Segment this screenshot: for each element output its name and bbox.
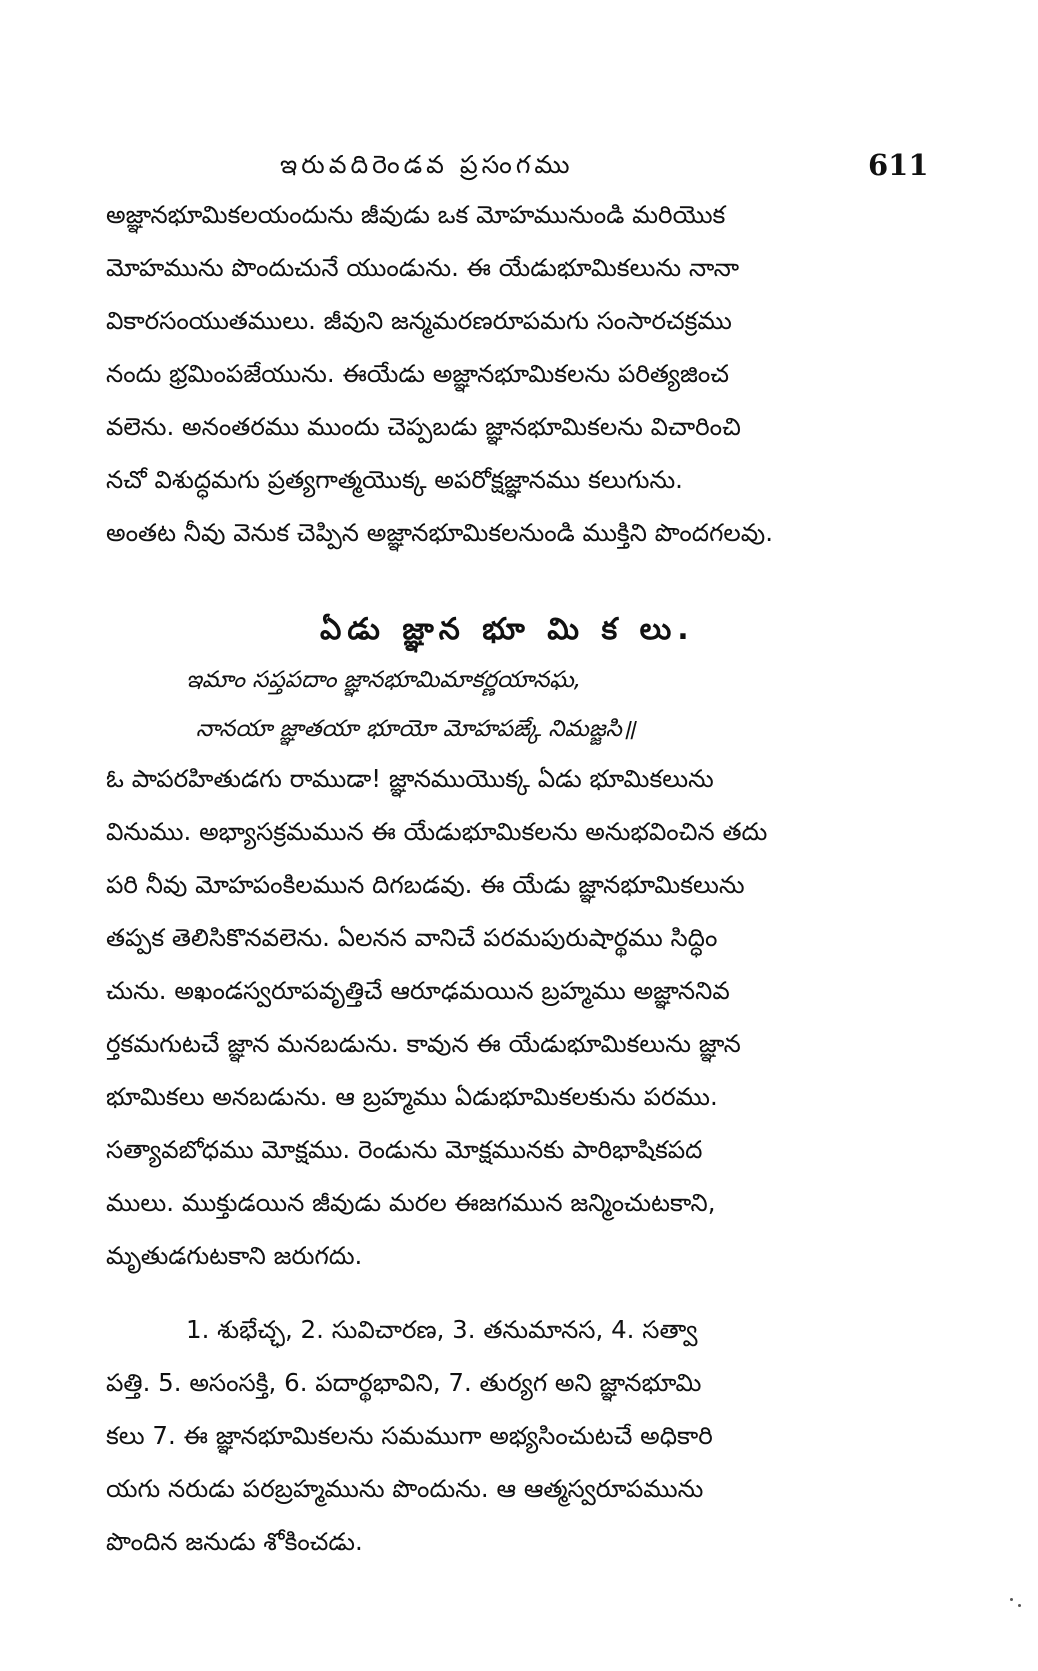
page-number: 611	[868, 148, 929, 182]
text-line: వలెను. అనంతరము ముందు చెప్పబడు జ్ఞానభూమికలను విచారించి	[106, 412, 741, 441]
text-line: నచో విశుద్ధమగు ప్రత్యగాత్మయొక్క అపరోక్షజ్ఞానము కలుగును.	[106, 465, 683, 494]
text-line: 1. శుభేచ్ఛ, 2. సువిచారణ, 3. తనుమానస, 4. సత్వా	[186, 1315, 698, 1344]
text-line: సత్యావబోధము మోక్షము. రెండును మోక్షమునకు పారిభాషికపద	[106, 1135, 703, 1164]
text-line: పత్తి. 5. అసంసక్తి, 6. పదార్థభావిని, 7. తుర్యగ అని జ్ఞానభూమి	[106, 1368, 702, 1397]
running-title: ఇరువదిరెండవ ప్రసంగము	[280, 150, 574, 179]
text-line: భూమికలు అనబడును. ఆ బ్రహ్మము ఏడుభూమికలకును పరము.	[106, 1082, 718, 1111]
verse-line: నానయా జ్ఞాతయా భూయో మోహపఙ్కే నిమజ్జసి॥	[196, 716, 636, 742]
text-line: ర్తకమగుటచే జ్ఞాన మనబడును. కావున ఈ యేడుభూమికలును జ్ఞాన	[106, 1029, 741, 1058]
text-line: చును. అఖండస్వరూపవృత్తిచే ఆరూఢమయిన బ్రహ్మము అజ్ఞాననివ	[106, 976, 730, 1005]
section-heading: ఏడు జ్ఞాన భూ మి క లు.	[320, 612, 695, 647]
text-line: వికారసంయుతములు. జీవుని జన్మమరణరూపమగు సంసారచక్రము	[106, 306, 732, 335]
text-line: తప్పక తెలిసికొనవలెను. ఏలనన వానిచే పరమపురుషార్థము సిద్ధిం	[106, 923, 718, 952]
text-line: అజ్ఞానభూమికలయందును జీవుడు ఒక మోహమునుండి మరియొక	[106, 200, 726, 229]
text-line: యగు నరుడు పరబ్రహ్మమును పొందును. ఆ ఆత్మస్వరూపమును	[106, 1474, 704, 1503]
text-line: ములు. ముక్తుడయిన జీవుడు మరల ఈజగమున జన్మించుటకాని,	[106, 1188, 716, 1217]
text-line: వినుము. అభ్యాసక్రమమున ఈ యేడుభూమికలను అనుభవించిన తదు	[106, 817, 768, 846]
text-line: పొందిన జనుడు శోకించడు.	[106, 1527, 363, 1556]
verse-line: ఇమాం సప్తపదాం జ్ఞానభూమిమాకర్ణయానఘ,	[186, 667, 582, 693]
text-line: పరి నీవు మోహపంకిలమున దిగబడవు. ఈ యేడు జ్ఞానభూమికలును	[106, 870, 745, 899]
text-line: మోహమును పొందుచునే యుండును. ఈ యేడుభూమికలును నానా	[106, 253, 740, 282]
text-line: ఓ పాపరహితుడగు రాముడా! జ్ఞానముయొక్క ఏడు భూమికలును	[106, 764, 714, 793]
scan-speck	[1018, 1604, 1021, 1607]
scan-speck	[1010, 1598, 1013, 1601]
text-line: కలు 7. ఈ జ్ఞానభూమికలను సమముగా అభ్యసించుటచే అధికారి	[106, 1421, 713, 1450]
text-line: మృతుడగుటకాని జరుగదు.	[106, 1241, 363, 1270]
text-line: అంతట నీవు వెనుక చెప్పిన అజ్ఞానభూమికలనుండి ముక్తిని పొందగలవు.	[106, 518, 773, 547]
text-line: నందు భ్రమింపజేయును. ఈయేడు అజ్ఞానభూమికలను పరిత్యజించ	[106, 359, 729, 388]
